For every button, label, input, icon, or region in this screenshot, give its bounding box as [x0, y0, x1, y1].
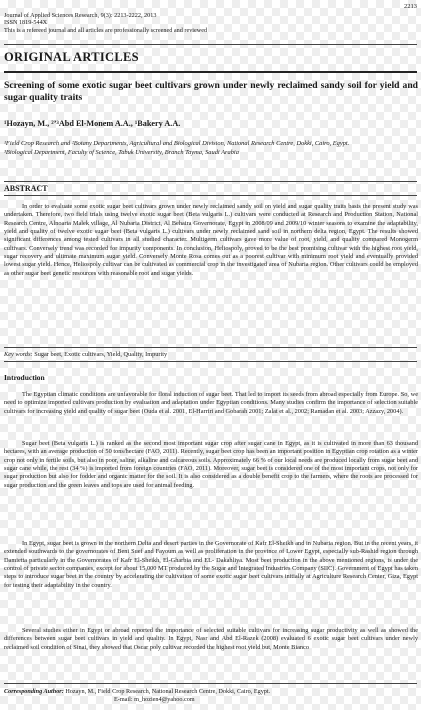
keywords-text: Sugar beet, Exotic cultivars, Yield, Quality, Impurity [34, 351, 168, 358]
abstract-divider-top [4, 181, 417, 182]
intro-p4-text: Several studies either in Egypt or abroad reported the importance of selected suitable cultivars for increasing sugar productivity as well as showed the differences between sugar beet cultivars in yield and quality. In Egypt, Nasr and Abd El-Razek (2008) evaluated 6 exotic sugar beet cultivars under newly reclaimed soil condition of Sinai, they showed that Oscar poly cultivar recorded the highest root yield but, Monte Bianco [4, 627, 418, 651]
keywords [4, 351, 418, 358]
keywords-divider-bottom [4, 361, 417, 362]
intro-paragraph-3 [4, 540, 418, 590]
article-title: Screening of some exotic sugar beet cultivars grown under newly reclaimed sandy soil for yield and sugar quality traits [4, 80, 418, 103]
keywords-label: Key words: [4, 351, 33, 358]
abstract-body: In order to evaluate some exotic sugar beet cultivars grown under newly reclaimed sandy soil on yield and sugar quality traits basis the present study was undertaken. Therefore, two field trials using twelve exotic sugar beet (Beta vulgaris L.) cultivars were conducted at Research and Production Station, National Research Centre, Alnoaria Malek village, Al Nubaria District, Al Behaira Governorate, Egypt in 2008/09 and 2009/10 winter seasons to examine the adaptability, yield and quality of twelve exotic sugar beet (Beta vulgaris L.) cultivars under newly reclaimed sand soil in northern delta region, Egypt. The results showed significant differences among tested cultivars in all studied character. Multigerm cultivars gave more value of root, yield, and quality compared Monogerm cultivars. Conversely trend was recorded for impurity components. In conclusion, Heliospoly, proved to be the best promising cultivar with the highest root yield, sugar recovery and ultimate maximum sugar yield. Conversely Monte Rosa comes out as a poorest cultivar with minimum root yield and eventually provided lowest sugar yield. Hence, Heliospoly cultivar can be cultivated as commercial crop in the investigated area of Nubaria region. Other cultivars could be employed as other sugar beet genetic resources with reasonable root and sugar yields. [4, 203, 418, 277]
intro-paragraph-1 [4, 391, 418, 416]
footer-email: E-mail: m_hozien4@yahoo.com [114, 696, 195, 703]
footer-text: Hozayn, M., Field Crop Research, National Research Centre, Dokki, Cairo, Egypt. [65, 688, 271, 695]
issn: ISSN 1819-544X [4, 19, 48, 27]
section-label: ORIGINAL ARTICLES [4, 50, 139, 64]
intro-p2-text: Sugar beet (Beta vulgaris L.) is ranked as the second most important sugar crop after sugar cane in Egypt, as it is cultivated in more than 63 thousand hectares, with an average production of 50 tons/hectare (FAO, 2011). Recently, sugar beet crop has been an important position in Egyptian crop rotation as a winter crop not only in fertile soils, but also in poor, saline, alkaline and calcareous soils. Approximately 66 % of our local needs are produced locally from sugar beet and sugar cane while, the rest (34 %) is imported from foreign countries (FAO, 2011). Moreover, sugar beet is considered one of the most important crops, not only for sugar production but also for fodder and organic matter for the soil. It is also considered as a double benefit crop to the farmers, where the roots are processed for sugar production and the green leaves and tops are used for animal feeding. [4, 440, 418, 489]
intro-paragraph-4 [4, 627, 418, 652]
affiliation-2: ³Biological Department, Faculty of Science, Tabuk University, Branch Tayma, Saudi Arabia [4, 148, 239, 156]
intro-p3-text: In Egypt, sugar beet is grown in the northern Delta and desert parties in the Governorate of Kafr El-Sheikh and in Nubaria region. But in the recent years, it extended southwards to the governorates of Beni Suef and Fayoum as well as proliferation in the province of Lower Egypt, especially sub-Rashid region through Damietta particularly in the Governorates of Kafr El-Sheikh, El-Gharbia and EL- Dakahliya. Most beet production in the above mentioned regions, is under the control of private sector companies, except for about 15,000 MT produced by the Sugar and Integrated Industries Company (SIIC). Government of Egypt has taken steps to introduce sugar beet in the country by accelerating the cultivation of some exotic sugar beet cultivars initially at Agriculture Research Center, Giza, Egypt for testing their adaptability in the country. [4, 540, 418, 589]
abstract-divider-mid [4, 195, 417, 196]
intro-paragraph-2 [4, 440, 418, 490]
journal-line: Journal of Applied Sciences Research, 9(3): 2213-2222, 2013 [4, 12, 157, 19]
affiliation-1: ¹Field Crop Research and ²Botany Departments, Agricultural and Biological Division, National Research Centre, Dokki, Cairo, Egypt. [4, 140, 350, 147]
intro-p1-text: The Egyptian climatic conditions are unfavorable for floral induction of sugar beet. That led to import its seeds from abroad especially from Europe. So, we need to optimize imported cultivars production by evaluation and adaptation under Egyptian conditions. Many studies confirm the importance of selection suitable cultivars for increasing yield and quality of sugar beet (Ouda et al. 2001, El-Harriri and Gobarah 2001; Zalat et al., 2002; Ramadan et al. 2003; Azzazy, 2004). [4, 391, 418, 415]
footer-divider [4, 683, 417, 684]
corresponding-author [4, 688, 418, 704]
journal-header [4, 12, 344, 34]
page-number: 2213 [404, 3, 417, 10]
abstract-heading: ABSTRACT [4, 184, 48, 193]
section-divider [4, 71, 417, 73]
header-divider [4, 44, 417, 45]
footer-label: Corresponding Author: [4, 688, 64, 695]
review-notice: This is a refereed journal and all articles are professionally screened and reviewed [4, 26, 208, 34]
keywords-divider [4, 347, 417, 348]
introduction-heading: Introduction [4, 373, 45, 382]
article-authors: ¹Hozayn, M., ²ʼ³Abd El-Monem A.A., ¹Bakery A.A. [4, 119, 181, 128]
affiliations [4, 140, 418, 157]
abstract-text [4, 203, 418, 278]
